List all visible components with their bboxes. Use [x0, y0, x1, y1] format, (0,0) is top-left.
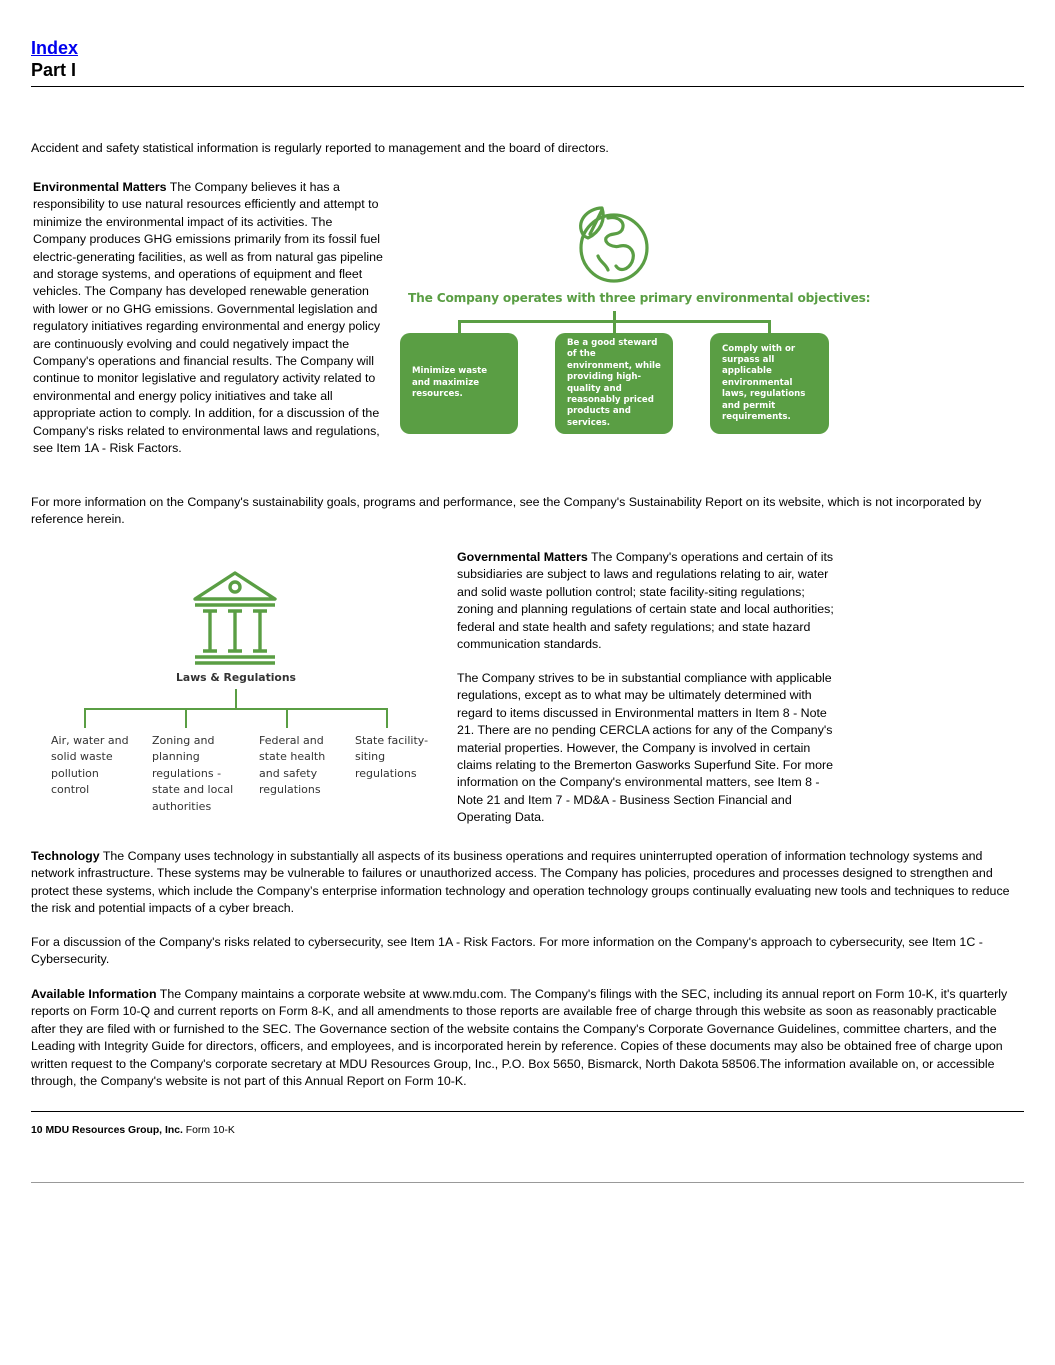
law-item: Federal and state health and safety regulations — [259, 734, 326, 797]
connector-line — [386, 708, 388, 728]
environmental-matters-paragraph — [33, 179, 385, 458]
sustainability-paragraph: For more information on the Company's sustainability goals, programs and performance, see the Company's Sustainability Report on its website, which is not incorporated by reference herein. — [31, 495, 982, 527]
objective-text: Minimize waste and maximize resources. — [412, 366, 488, 400]
footer-company: 10 MDU Resources Group, Inc. — [31, 1125, 183, 1136]
header-rule — [31, 86, 1024, 87]
connector-line — [768, 320, 771, 334]
globe-leaf-icon — [570, 204, 652, 286]
connector-line — [613, 320, 616, 334]
laws-regulations-title: Laws & Regulations — [176, 671, 296, 684]
connector-line — [235, 689, 237, 709]
available-information-heading: Available Information — [31, 987, 157, 1001]
objective-text: Be a good steward of the environment, while providing high-quality and reasonably priced products and services. — [567, 337, 661, 428]
cybersecurity-paragraph: For a discussion of the Company's risks related to cybersecurity, see Item 1A - Risk Factors. For more information on the Company's approach to cybersecurity, see Item 1C - Cybersecurity. — [31, 935, 983, 967]
law-item: State facility-siting regulations — [355, 734, 429, 780]
governmental-compliance-paragraph: The Company strives to be in substantial compliance with applicable regulations, except as to what may be ultimately determined with regard to items discussed in Environmental matters in Item 8 - Note 21. There are no pending CERCLA actions for any of the Company's material properties. However, the Company is involved in certain claims relating to the Bremerton Gasworks Superfund Site. For more information on the Company's environmental matters, see Item 8 - Note 21 and Item 7 - MD&A - Business Section Financial and Operating Data. — [457, 671, 834, 825]
connector-line — [286, 708, 288, 728]
objective-box — [710, 333, 829, 434]
governmental-matters-paragraph — [457, 549, 843, 653]
objective-box — [400, 333, 518, 434]
laws-regulations-graphic — [31, 565, 431, 825]
courthouse-icon — [191, 567, 279, 665]
page-bottom-rule — [31, 1182, 1024, 1183]
available-information-body: The Company maintains a corporate website at www.mdu.com. The Company's filings with the SEC, including its annual report on Form 10-K, it's quarterly reports on Form 10-Q and current reports on Form 8-K, and all amendments to those reports are available free of charge through this website as soon as reasonably practicable after they are filed with or furnished to the SEC. The Governance section of the website contains the Company's Corporate Governance Guidelines, committee charters, and the Leading with Integrity Guide for directors, officers, and employees, and is incorporated herein by reference. Copies of these documents may also be obtained free of charge upon written request to the Company's corporate secretary at MDU Resources Group, Inc., P.O. Box 5650, Bismarck, North Dakota 58506.The information available on, or accessible through, the Company's website is not part of this Annual Report on Form 10-K. — [31, 987, 1008, 1089]
footer-form: Form 10-K — [185, 1125, 235, 1136]
technology-paragraph — [31, 848, 1023, 918]
governmental-matters-heading: Governmental Matters — [457, 550, 588, 564]
connector-line — [84, 708, 86, 728]
law-item: Air, water and solid waste pollution control — [51, 734, 129, 797]
environmental-objectives-title: The Company operates with three primary environmental objectives: — [408, 291, 871, 305]
part-heading: Part I — [31, 60, 77, 80]
technology-heading: Technology — [31, 849, 100, 863]
objective-box — [555, 333, 673, 434]
intro-paragraph: Accident and safety statistical information is regularly reported to management and the board of directors. — [31, 141, 609, 155]
page-footer — [31, 1124, 235, 1137]
index-link[interactable]: Index — [31, 38, 79, 58]
technology-body: The Company uses technology in substantially all aspects of its business operations and requires uninterrupted operation of information technology systems and network infrastructure. These systems may be vulnerable to failures or unauthorized access. The Company has policies, procedures and processes designed to strengthen and protect these systems, which include the Company’s enterprise information technology and operation technology groups continually evaluating new tools and techniques to reduce the risk and potential impacts of a cyber breach. — [31, 849, 1010, 916]
available-information-paragraph — [31, 986, 1023, 1090]
environmental-objectives-graphic — [398, 200, 871, 440]
environmental-matters-body: The Company believes it has a responsibility to use natural resources efficiently and attempt to minimize the environmental impact of its activities. The Company produces GHG emissions primarily from its fossil fuel electric-generating facilities, as well as from natural gas pipeline and storage systems, and operations of equipment and fleet vehicles. The Company has developed renewable generation with lower or no GHG emissions. Governmental legislation and regulatory initiatives regarding environmental and energy policy are continuously evolving and could negatively impact the Company's operations and financial results. The Company will continue to monitor legislative and regulatory activity related to environmental and energy policy initiatives and take all appropriate action to comply. In addition, for a discussion of the Company's risks related to environmental laws and regulations, see Item 1A - Risk Factors. — [33, 180, 383, 456]
connector-line — [458, 320, 461, 334]
footer-rule — [31, 1111, 1024, 1112]
governmental-matters-body: The Company's operations and certain of its subsidiaries are subject to laws and regulations relating to air, water and solid waste pollution control; state facility-siting regulations; zoning and planning regulations of certain state and local authorities; federal and state health and safety regulations; and state hazard communication standards. — [457, 550, 834, 652]
objective-text: Comply with or surpass all applicable environmental laws, regulations and permit requirements. — [722, 343, 806, 423]
environmental-matters-heading: Environmental Matters — [33, 180, 167, 194]
connector-line — [185, 708, 187, 728]
connector-line — [84, 708, 388, 710]
law-item: Zoning and planning regulations - state and local authorities — [152, 734, 234, 813]
